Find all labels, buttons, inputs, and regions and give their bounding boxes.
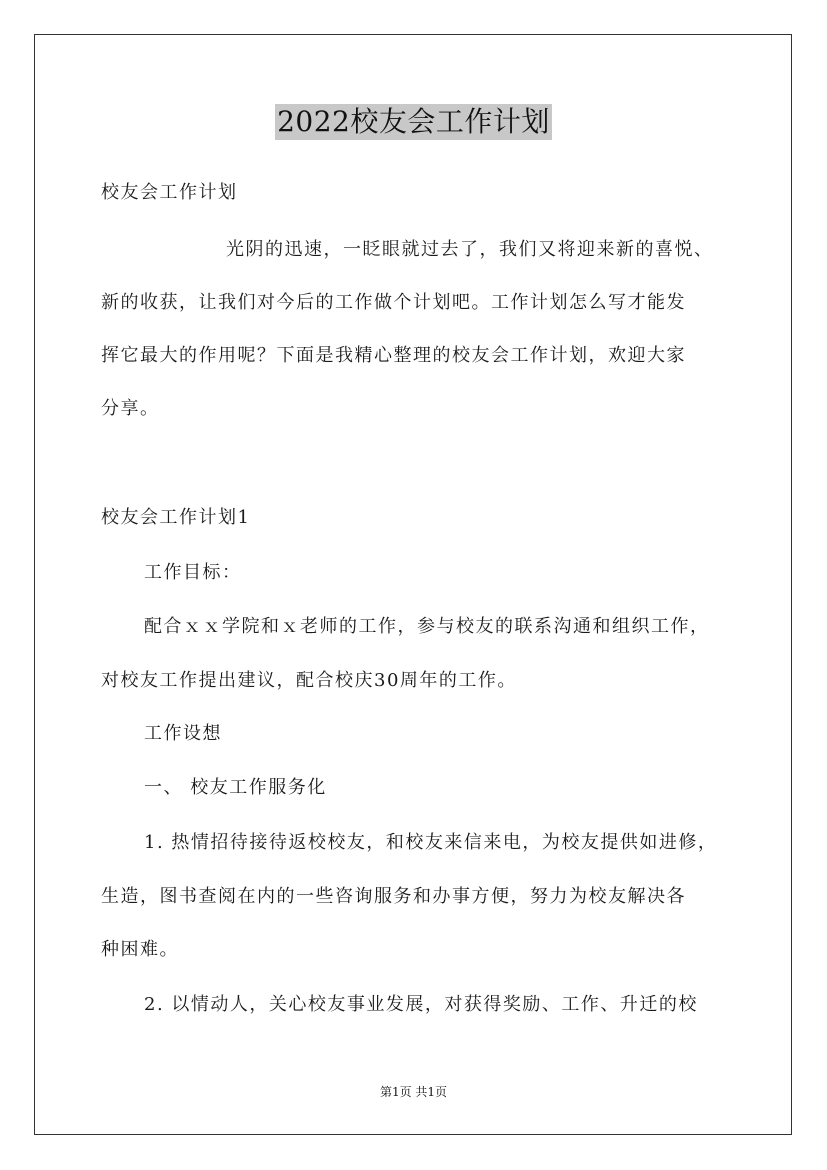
body-line: 对校友工作提出建议，配合校庆30周年的工作。 [101, 670, 517, 691]
section-heading: 校友会工作计划1 [101, 507, 251, 528]
page-footer: 第1页 共1页 [379, 1085, 448, 1099]
body-line: 种困难。 [101, 939, 179, 960]
body-line: 1. 热情招待接待返校校友，和校友来信来电，为校友提供如进修， [144, 832, 718, 853]
body-line: 挥它最大的作用呢？下面是我精心整理的校友会工作计划，欢迎大家 [101, 345, 686, 366]
body-line: 一、 校友工作服务化 [144, 777, 327, 798]
body-line: 配合ｘｘ学院和ｘ老师的工作，参与校友的联系沟通和组织工作， [144, 616, 710, 637]
body-line: 光阴的迅速，一眨眼就过去了，我们又将迎来新的喜悦、 [226, 239, 714, 260]
body-line: 新的收获，让我们对今后的工作做个计划吧。工作计划怎么写才能发 [101, 292, 686, 313]
body-line: 2. 以情动人，关心校友事业发展，对获得奖励、工作、升迁的校 [144, 994, 698, 1015]
document-title: 2022校友会工作计划 [277, 105, 550, 138]
body-line: 生造，图书查阅在内的一些咨询服务和办事方便，努力为校友解决各 [101, 886, 686, 907]
body-line: 分享。 [101, 398, 160, 419]
body-line: 工作设想 [144, 723, 222, 744]
title-container [0, 104, 827, 140]
body-line: 工作目标： [144, 562, 242, 583]
section-heading: 校友会工作计划 [101, 182, 238, 203]
